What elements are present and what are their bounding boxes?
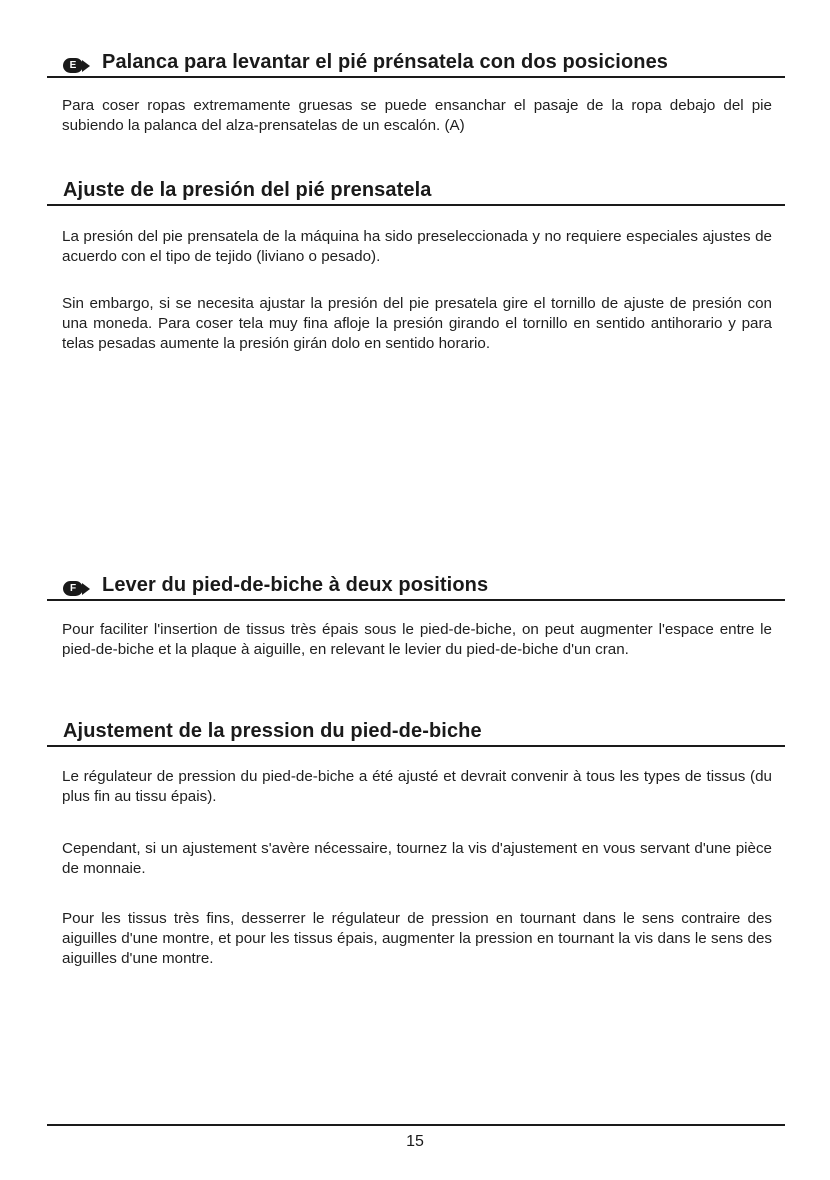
section-heading-pression <box>47 717 785 747</box>
section-heading-e-lever <box>47 48 785 78</box>
language-e-icon: E <box>63 58 90 73</box>
paragraph: Para coser ropas extremamente gruesas se puede ensanchar el pasaje de la ropa debajo del pie subiendo la palanca del alza-prensatelas de un escalón. (A) <box>62 97 772 134</box>
paragraph: Sin embargo, si se necesita ajustar la presión del pie presatela gire el tornillo de ajuste de presión con una moneda. Para coser tela muy fina afloje la presión girando el tornillo en sentido antihorario y para telas pesadas aumente la presión girán dolo en sentido horario. <box>62 295 772 352</box>
paragraph: Pour les tissus très fins, desserrer le régulateur de pression en tournant dans le sens contraire des aiguilles d'une montre, et pour les tissus épais, augmenter la pression en tournant la vis dans le sens des aiguilles d'une montre. <box>62 910 772 967</box>
heading-text: Palanca para levantar el pié prénsatela con dos posiciones <box>102 51 669 73</box>
paragraph: Cependant, si un ajustement s'avère nécessaire, tournez la vis d'ajustement en vous servant d'une pièce de monnaie. <box>62 840 772 877</box>
section-heading-f-lever <box>47 571 785 601</box>
language-f-icon: F <box>63 581 90 596</box>
footer-divider <box>47 1124 785 1126</box>
section-heading-presion <box>47 176 785 206</box>
heading-text: Lever du pied-de-biche à deux positions <box>102 574 489 596</box>
paragraph: La presión del pie prensatela de la máquina ha sido preseleccionada y no requiere especiales ajustes de acuerdo con el tipo de tejido (liviano o pesado). <box>62 228 772 265</box>
paragraph: Le régulateur de pression du pied-de-biche a été ajusté et devrait convenir à tous les types de tissus (du plus fin au tissu épais). <box>62 768 772 805</box>
heading-text: Ajustement de la pression du pied-de-biche <box>63 720 482 742</box>
paragraph: Pour faciliter l'insertion de tissus très épais sous le pied-de-biche, on peut augmenter l'espace entre le pied-de-biche et la plaque à aiguille, en relevant le levier du pied-de-biche d'un cran. <box>62 621 772 658</box>
heading-text: Ajuste de la presión del pié prensatela <box>63 179 432 201</box>
page-number: 15 <box>406 1133 424 1150</box>
